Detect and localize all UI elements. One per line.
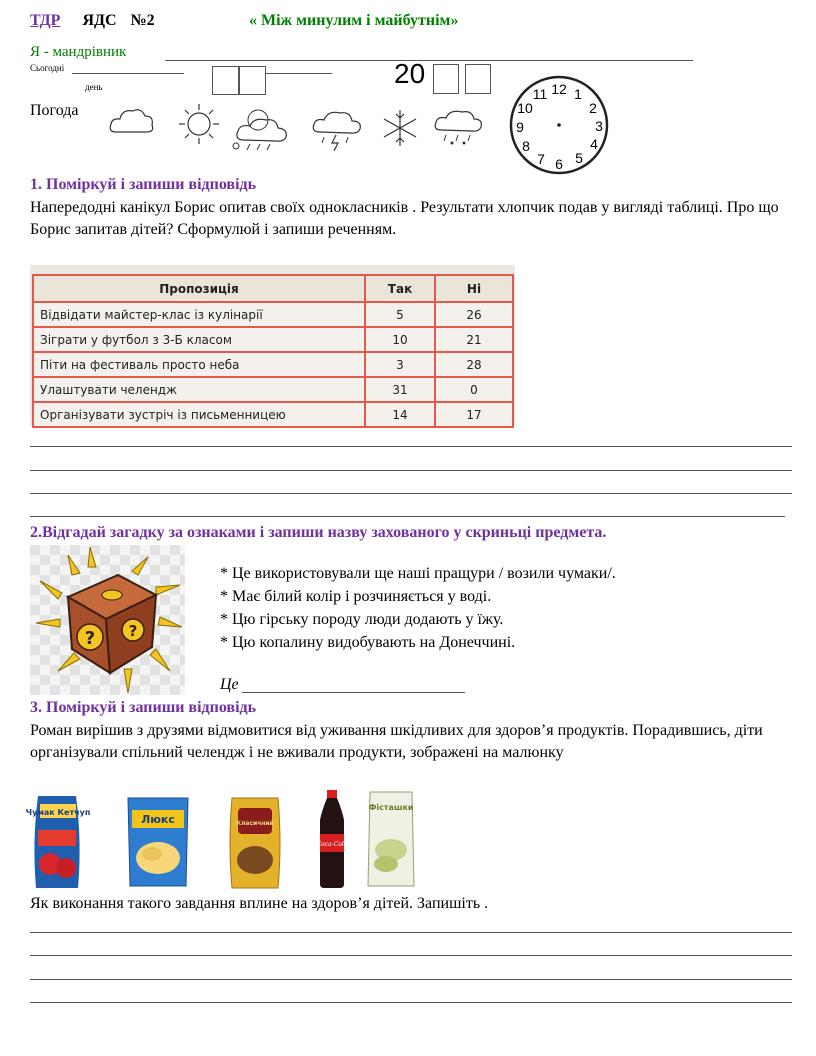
product-label: Класичний <box>236 820 274 827</box>
cloud-icon[interactable] <box>108 104 156 138</box>
clock-number: 3 <box>595 118 603 134</box>
clock-number: 10 <box>517 100 533 116</box>
task3-heading: 3. Поміркуй і запиши відповідь <box>30 699 257 716</box>
tdr-label: ТДР <box>30 12 61 29</box>
table-cell: Відвідати майстер-клас із кулінарії <box>33 302 365 327</box>
ketchup-image <box>25 792 91 890</box>
table-row <box>33 302 513 327</box>
task1-heading: 1. Поміркуй і запиши відповідь <box>30 176 257 193</box>
today-label: Сьогодні <box>30 63 65 73</box>
riddle-clues <box>220 562 616 654</box>
cola-bottle-image <box>312 788 352 890</box>
sun-icon[interactable] <box>174 102 224 146</box>
mayonnaise-image <box>226 794 284 890</box>
answer-line[interactable] <box>30 979 792 980</box>
table-cell: 10 <box>365 327 435 352</box>
clock-number: 12 <box>551 81 567 97</box>
clock-number: 11 <box>532 86 548 102</box>
clock-number: 4 <box>590 136 598 152</box>
clock-number: 6 <box>555 156 563 172</box>
table-row <box>33 327 513 352</box>
table-row <box>33 377 513 402</box>
clock-number: 2 <box>589 100 597 116</box>
table-header-row <box>33 275 513 302</box>
answer-line[interactable] <box>30 470 792 471</box>
name-line[interactable] <box>165 60 693 61</box>
date-line[interactable] <box>72 73 184 74</box>
table-cell: 31 <box>365 377 435 402</box>
product-label: Фісташки <box>368 803 414 812</box>
snowflake-icon[interactable] <box>380 108 420 148</box>
table-cell: 17 <box>435 402 513 427</box>
table-row <box>33 352 513 377</box>
weather-label: Погода <box>30 102 79 119</box>
column-header: Ні <box>435 275 513 302</box>
traveler-label: Я - мандрівник <box>30 44 127 60</box>
task2-heading: 2.Відгадай загадку за ознаками і запиши назву захованого у скриньці предмета. <box>30 524 607 541</box>
pistachio-image <box>364 788 418 890</box>
day-box-2[interactable] <box>239 66 266 95</box>
table-cell: 21 <box>435 327 513 352</box>
day-box-1[interactable] <box>212 66 239 95</box>
answer-prefix: Це <box>220 676 239 693</box>
answer-line[interactable] <box>30 446 792 447</box>
mystery-box-image <box>30 545 185 695</box>
riddle-answer-line[interactable] <box>242 692 465 693</box>
table-cell: 3 <box>365 352 435 377</box>
table-cell: 26 <box>435 302 513 327</box>
answer-line[interactable] <box>30 516 785 517</box>
clock-number: 9 <box>516 119 524 135</box>
answer-line[interactable] <box>30 493 792 494</box>
task3-text: Роман вирішив з друзями відмовитися від уживання шкідливих для здоров’я продуктів. Порадившись, діти організували спільний челендж і не вживали продукти, зображені на малюнку <box>30 722 763 761</box>
header-line <box>30 12 155 30</box>
table-cell: Організувати зустріч із письменницею <box>33 402 365 427</box>
clock-number: 1 <box>574 86 582 102</box>
clock-number: 8 <box>522 138 530 154</box>
table-cell: Зіграти у футбол з 3-Б класом <box>33 327 365 352</box>
year-box-2[interactable] <box>465 64 491 94</box>
answer-line[interactable] <box>30 932 792 933</box>
thunderstorm-icon[interactable] <box>310 108 366 152</box>
survey-table-image <box>30 265 515 426</box>
clue-item: * Це використовували ще наші пращури / возили чумаки/. <box>220 565 616 582</box>
clue-item: * Цю гірську породу люди додають у їжу. <box>220 611 504 628</box>
answer-line[interactable] <box>30 955 792 956</box>
worksheet-number: №2 <box>130 12 155 29</box>
month-line[interactable] <box>266 73 332 74</box>
year-prefix: 20 <box>394 58 426 89</box>
clock-face[interactable] <box>508 74 610 176</box>
table-cell: 14 <box>365 402 435 427</box>
clock-number: 5 <box>575 150 583 166</box>
page-title: « Між минулим і майбутнім» <box>249 12 459 29</box>
clue-item: * Цю копалину видобувають на Донеччині. <box>220 634 516 651</box>
product-label: Люкс <box>141 813 175 826</box>
chips-image <box>124 792 192 890</box>
yads-label: ЯДС <box>82 12 117 29</box>
column-header: Пропозиція <box>33 275 365 302</box>
table-cell: 28 <box>435 352 513 377</box>
table-cell: Піти на фестиваль просто неба <box>33 352 365 377</box>
column-header: Так <box>365 275 435 302</box>
product-label: Чумак Кетчуп <box>25 808 91 817</box>
product-label: Coca-Cola <box>316 841 348 848</box>
year-box-1[interactable] <box>433 64 459 94</box>
table-cell: Улаштувати челендж <box>33 377 365 402</box>
sun-cloud-rain-icon[interactable] <box>228 104 298 152</box>
table-cell: 5 <box>365 302 435 327</box>
table-row <box>33 402 513 427</box>
clue-item: * Має білий колір і розчиняється у воді. <box>220 588 492 605</box>
rain-snow-icon[interactable] <box>432 108 486 148</box>
svg-text:?: ? <box>128 622 138 640</box>
answer-line[interactable] <box>30 1002 792 1003</box>
table-cell: 0 <box>435 377 513 402</box>
task1-text: Напередодні канікул Борис опитав своїх однокласників . Результати хлопчик подав у вигляді таблиці. Про що Борис запитав дітей? Сформулюй і запиши реченням. <box>30 199 779 238</box>
task3-question: Як виконання такого завдання вплине на здоров’я дітей. Запишіть . <box>30 895 489 912</box>
day-label: день <box>85 82 103 92</box>
clock-number: 7 <box>537 151 545 167</box>
svg-text:?: ? <box>84 628 96 649</box>
survey-table <box>32 274 514 428</box>
